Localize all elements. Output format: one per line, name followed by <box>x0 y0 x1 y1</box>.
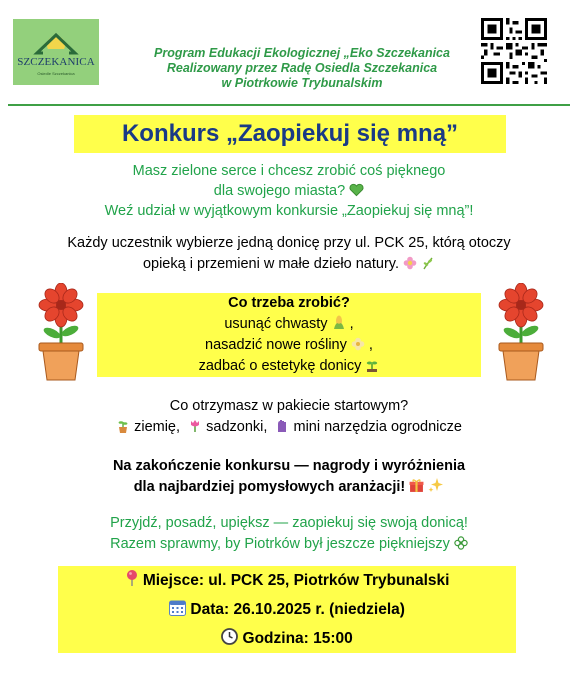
finale-line: Na zakończenie konkursu — nagrody i wyróżnienia <box>112 458 466 474</box>
task-item: nasadzić nowe rośliny <box>205 337 347 353</box>
description-line: Każdy uczestnik wybierze jedną donicę przy ul. PCK 25, którą otoczy <box>67 235 511 251</box>
pack-question: Co otrzymasz w pakiecie startowym? <box>169 398 409 414</box>
closing-line: Przyjdź, posadź, upiększ — zaopiekuj się swoją donicą! <box>110 515 468 531</box>
page-title: Konkurs „Zaopiekuj się mną” <box>121 120 459 147</box>
blossom-icon <box>454 536 468 550</box>
pin-icon <box>125 569 139 587</box>
description-line: opieką i przemieni w małe dzieło natury. <box>142 256 399 272</box>
task-box: Co trzeba zrobić? usunąć chwasty , nasadzić nowe rośliny , zadbać o estetykę donicy <box>97 293 481 377</box>
intro-line: dla swojego miasta? <box>213 183 346 199</box>
finale-text <box>0 456 578 498</box>
sparkles-icon <box>428 477 444 493</box>
finale-line: dla najbardziej pomysłowych aranżacji! <box>133 479 406 495</box>
intro-line: Weź udział w wyjątkowym konkursie „Zaopiekuj się mną”! <box>104 203 474 219</box>
task-heading: Co trzeba zrobić? <box>228 295 350 311</box>
task-item: usunąć chwasty <box>224 316 328 332</box>
flower-pot-icon <box>496 283 546 383</box>
pack-item: mini narzędzia ogrodnicze <box>293 419 462 435</box>
closing-line: Razem sprawmy, by Piotrków był jeszcze piękniejszy <box>110 536 450 552</box>
event-info <box>58 566 516 653</box>
blossom-icon <box>351 337 365 351</box>
logo-text: SZCZEKANICA <box>17 56 95 68</box>
gift-icon <box>409 478 424 493</box>
flower-icon <box>403 256 417 270</box>
intro-line: Masz zielone serce i chcesz zrobić coś pięknego <box>132 163 446 179</box>
intro-text <box>0 161 578 221</box>
program-heading <box>103 46 501 91</box>
calendar-icon <box>169 600 186 616</box>
header-divider <box>8 104 570 106</box>
potted-plant-icon <box>116 419 130 433</box>
description-text <box>0 233 578 275</box>
logo-subtitle: Osiedle Szczekanica <box>37 71 75 76</box>
pack-item: ziemię, <box>134 419 181 435</box>
event-date: Data: 26.10.2025 r. (niedziela) <box>190 601 405 618</box>
tulip-icon <box>188 419 202 433</box>
qr-code[interactable] <box>481 18 547 84</box>
program-line: Program Edukacji Ekologicznej „Eko Szczekanica <box>154 46 450 60</box>
herb-icon <box>421 256 435 270</box>
clock-icon <box>221 628 238 645</box>
event-place: Miejsce: ul. PCK 25, Piotrków Trybunalski <box>142 572 450 589</box>
program-line: Realizowany przez Radę Osiedla Szczekanica <box>166 61 438 75</box>
starter-pack <box>0 396 578 438</box>
corn-icon <box>332 315 346 330</box>
pack-item: sadzonki, <box>206 419 268 435</box>
gloves-icon <box>275 419 289 433</box>
logo <box>13 19 99 85</box>
event-time: Godzina: 15:00 <box>242 630 353 647</box>
closing-text <box>0 513 578 555</box>
program-line: w Piotrkowie Trybunalskim <box>221 76 383 90</box>
seedling-icon <box>365 358 379 372</box>
green-heart-icon <box>349 183 364 197</box>
flower-pot-icon <box>36 283 86 383</box>
task-item: zadbać o estetykę donicy <box>198 358 362 374</box>
